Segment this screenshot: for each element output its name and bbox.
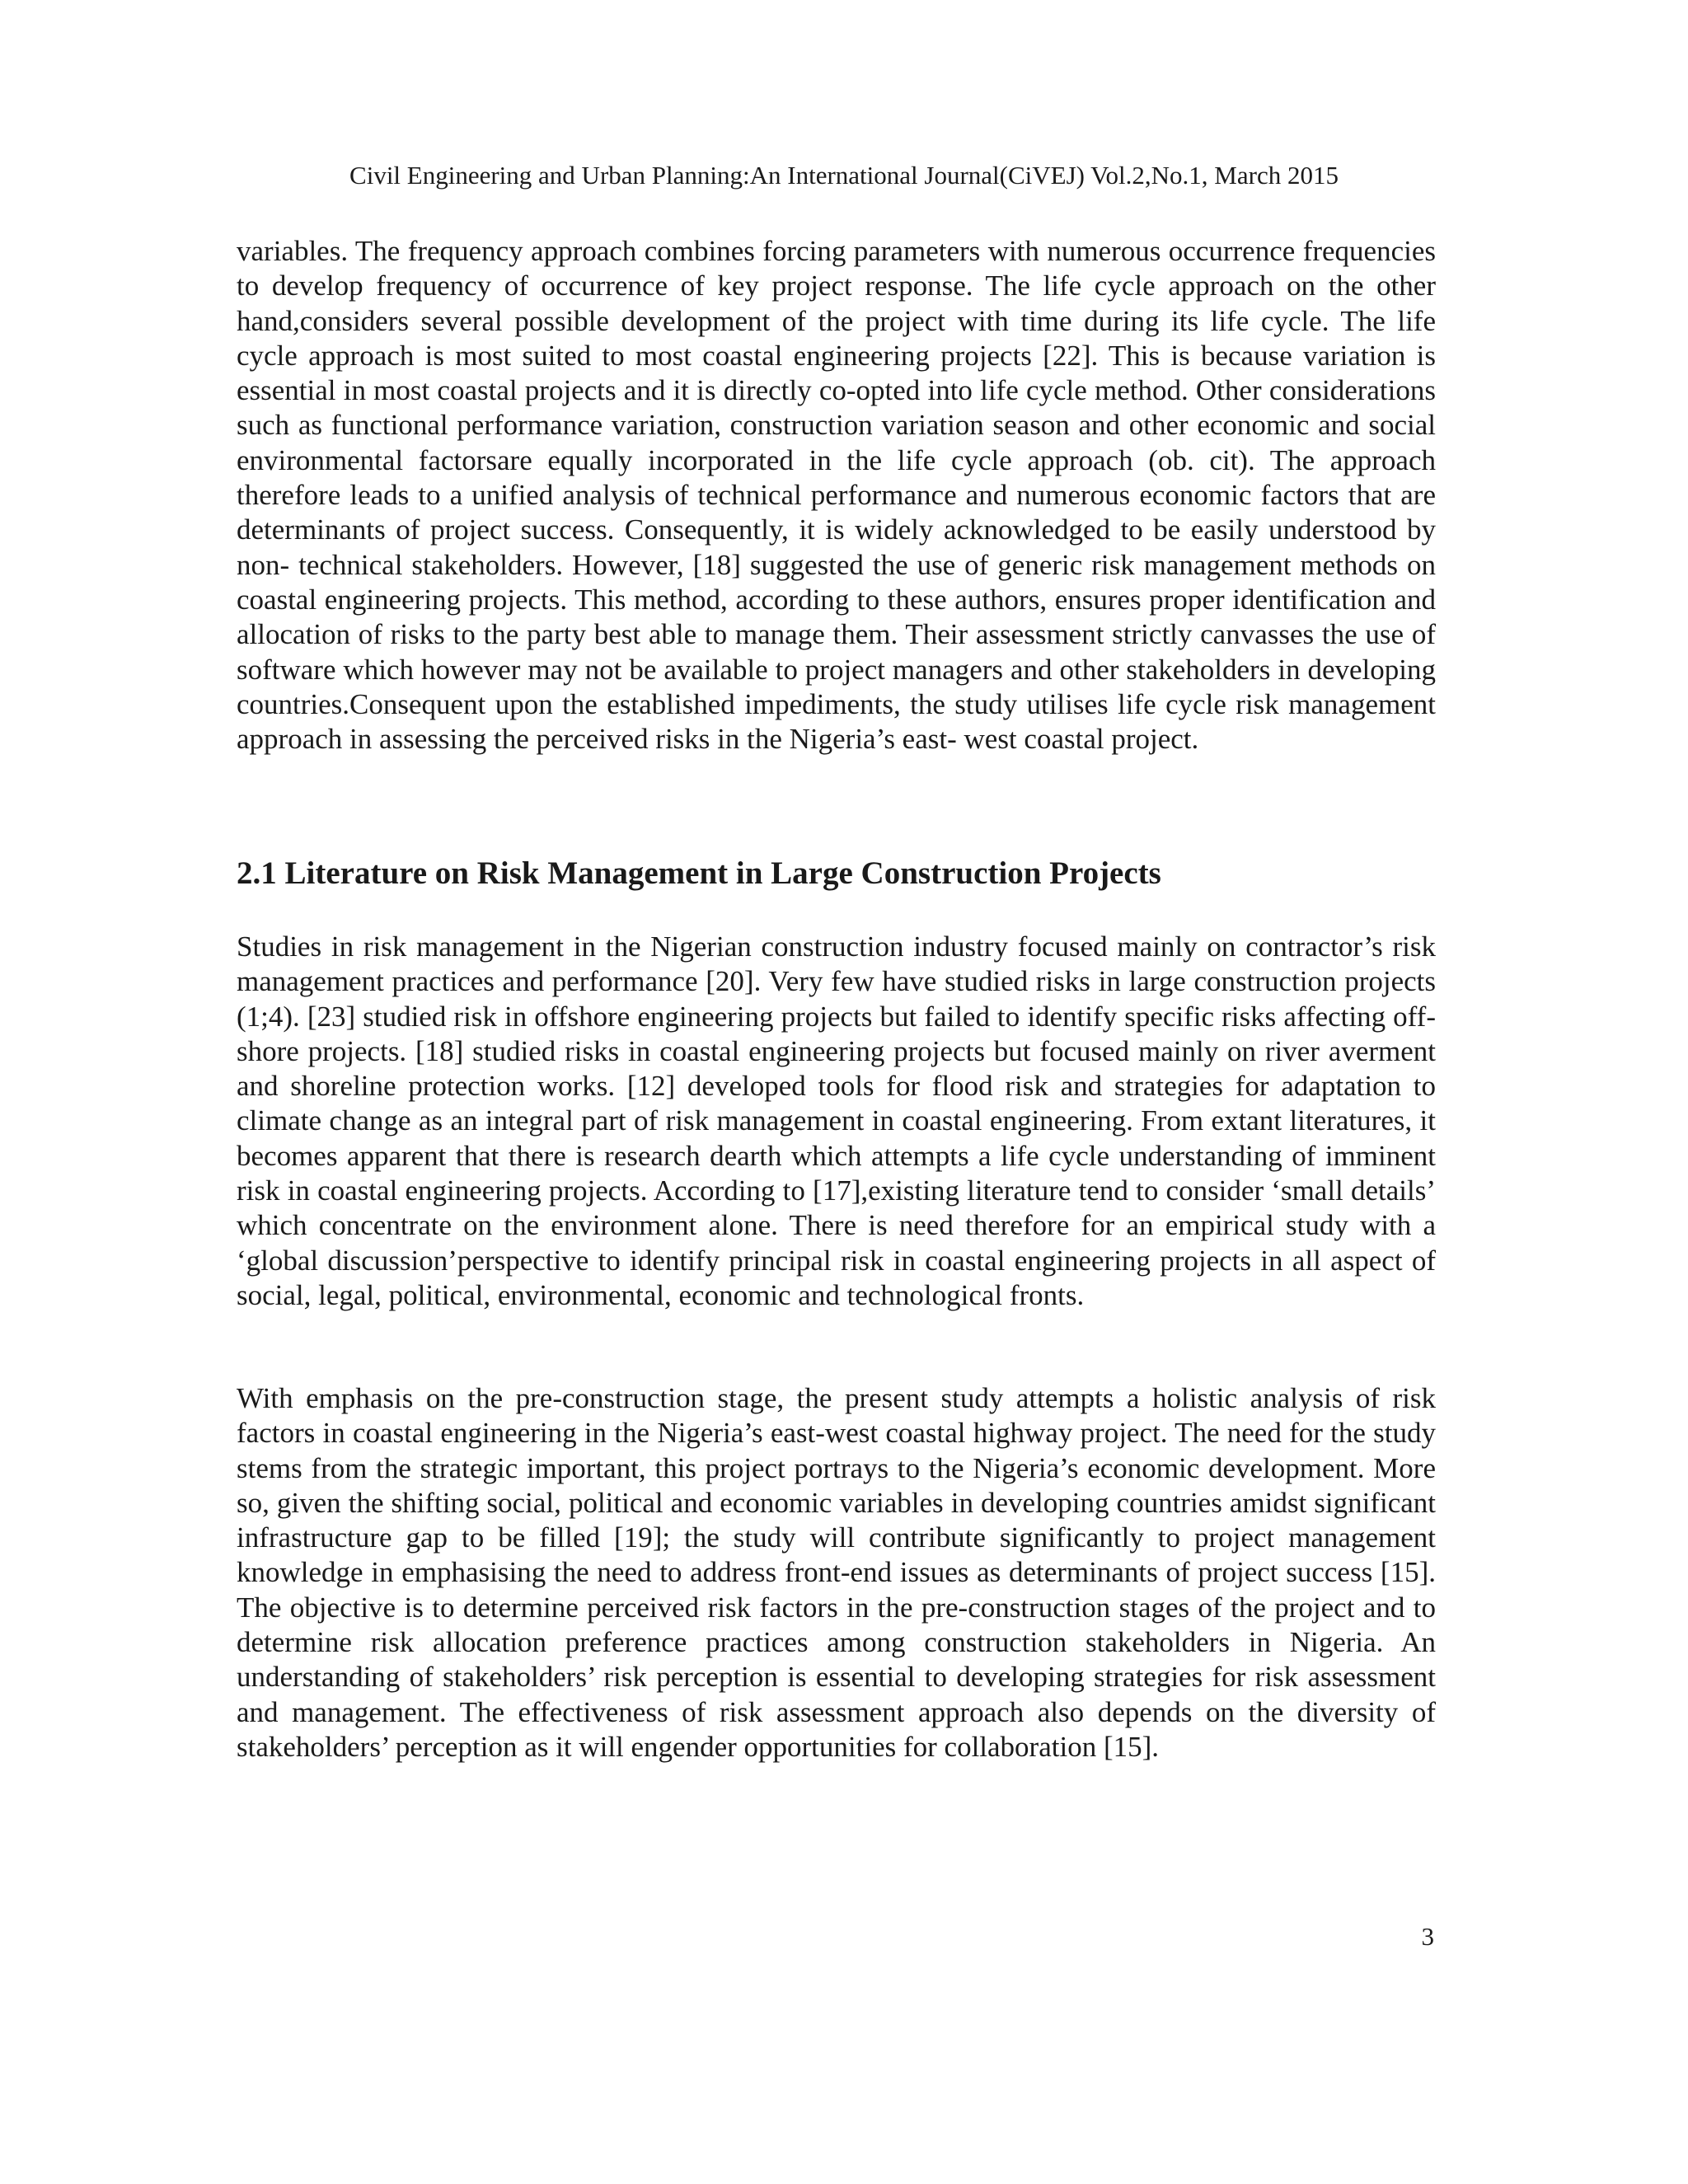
- page-number: 3: [1421, 1922, 1434, 1951]
- running-header: Civil Engineering and Urban Planning:An International Journal(CiVEJ) Vol.2,No.1, March 2015: [349, 161, 1339, 190]
- body-paragraph-1: variables. The frequency approach combines forcing parameters with numerous occurrence frequencies to develop frequency of occurrence of key project response. The life cycle approach on the other hand,considers several possible development of the project with time during its life cycle. The life cycle approach is most suited to most coastal engineering projects [22]. This is because variation is essential in most coastal projects and it is directly co-opted into life cycle method. Other considerations such as functional performance variation, construction variation season and other economic and social environmental factorsare equally incorporated in the life cycle approach (ob. cit). The approach therefore leads to a unified analysis of technical performance and numerous economic factors that are determinants of project success. Consequently, it is widely acknowledged to be easily understood by non- technical stakeholders. However, [18] suggested the use of generic risk management methods on coastal engineering projects. This method, according to these authors, ensures proper identification and allocation of risks to the party best able to manage them. Their assessment strictly canvasses the use of software which however may not be available to project managers and other stakeholders in developing countries.Consequent upon the established impediments, the study utilises life cycle risk management approach in assessing the perceived risks in the Nigeria’s east- west coastal project.: [237, 235, 1436, 756]
- body-paragraph-2: Studies in risk management in the Nigerian construction industry focused mainly on contractor’s risk management practices and performance [20]. Very few have studied risks in large construction projects (1;4). [23] studied risk in offshore engineering projects but failed to identify specific risks affecting off-shore projects. [18] studied risks in coastal engineering projects but focused mainly on river averment and shoreline protection works. [12] developed tools for flood risk and strategies for adaptation to climate change as an integral part of risk management in coastal engineering. From extant literatures, it becomes apparent that there is research dearth which attempts a life cycle understanding of imminent risk in coastal engineering projects. According to [17],existing literature tend to consider ‘small details’ which concentrate on the environment alone. There is need therefore for an empirical study with a ‘global discussion’perspective to identify principal risk in coastal engineering projects in all aspect of social, legal, political, environmental, economic and technological fronts.: [237, 930, 1436, 1311]
- section-heading: 2.1 Literature on Risk Management in Large Construction Projects: [237, 855, 1161, 891]
- body-paragraph-3: With emphasis on the pre-construction stage, the present study attempts a holistic analysis of risk factors in coastal engineering in the Nigeria’s east-west coastal highway project. The need for the study stems from the strategic important, this project portrays to the Nigeria’s economic development. More so, given the shifting social, political and economic variables in developing countries amidst significant infrastructure gap to be filled [19]; the study will contribute significantly to project management knowledge in emphasising the need to address front-end issues as determinants of project success [15]. The objective is to determine perceived risk factors in the pre-construction stages of the project and to determine risk allocation preference practices among construction stakeholders in Nigeria. An understanding of stakeholders’ risk perception is essential to developing strategies for risk assessment and management. The effectiveness of risk assessment approach also depends on the diversity of stakeholders’ perception as it will engender opportunities for collaboration [15].: [237, 1382, 1436, 1763]
